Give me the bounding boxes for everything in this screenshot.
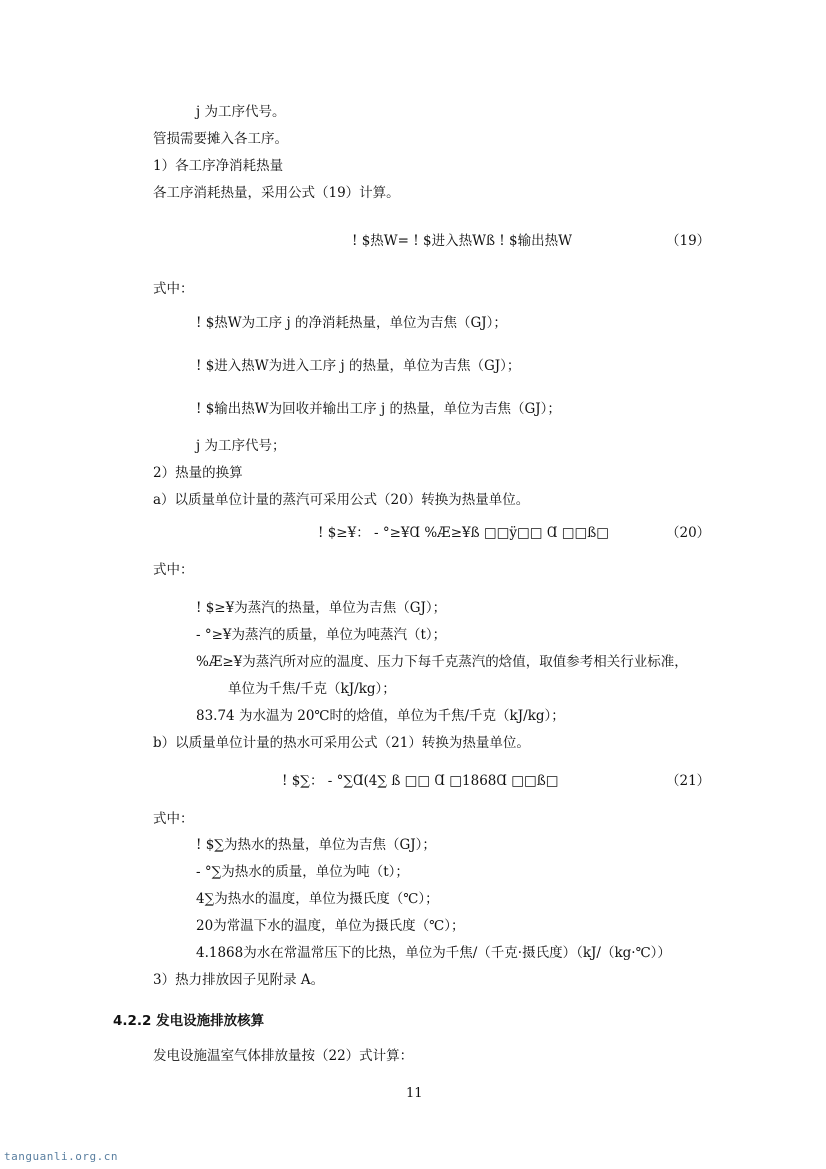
text-line: 式中： [153,281,194,297]
equation-20: ! $≥¥： - °≥¥Ɑ %Æ≥¥ß □□ÿ□□ Ɑ □□ß□ [318,525,609,541]
text-line: 管损需要摊入各工序。 [153,131,288,147]
list-heading: 2）热量的换算 [153,465,243,481]
watermark: tanguanli.org.cn [4,1150,118,1163]
text-line: b）以质量单位计量的热水可采用公式（21）转换为热量单位。 [153,735,530,751]
equation-21: ! $∑： - °∑Ɑ(4∑ ß □□ Ɑ □1868Ɑ □□ß□ [282,773,559,789]
section-heading: 4.2.2 发电设施排放核算 [113,1013,265,1029]
text-line: 各工序消耗热量，采用公式（19）计算。 [153,185,400,201]
definition-line: %Æ≥¥为蒸汽所对应的温度、压力下每千克蒸汽的焓值，取值参考相关行业标准， [196,654,688,670]
equation-19: ! $热W= ! $进入热Wß ! $输出热W [352,233,572,249]
list-heading: 1）各工序净消耗热量 [153,158,284,174]
definition-line: j 为工序代号； [196,438,286,454]
page-number: 11 [406,1086,423,1101]
definition-line: 4.1868为水在常温常压下的比热，单位为千焦/（千克·摄氏度）（kJ/（kg·℃）） [196,945,671,961]
list-heading: 3）热力排放因子见附录 A。 [153,972,325,988]
text-line: a）以质量单位计量的蒸汽可采用公式（20）转换为热量单位。 [153,492,530,508]
definition-line: - °∑为热水的质量，单位为吨（t）； [196,864,409,880]
definition-line: ! $∑为热水的热量，单位为吉焦（GJ）； [196,837,436,853]
equation-number-19: （19） [666,233,711,249]
definition-line: ! $输出热W为回收并输出工序 j 的热量，单位为吉焦（GJ）； [196,401,561,417]
text-line: 式中： [153,562,194,578]
definition-line: 20为常温下水的温度，单位为摄氏度（℃）； [196,918,465,934]
text-line: 发电设施温室气体排放量按（22）式计算： [153,1048,414,1064]
equation-number-21: （21） [666,773,711,789]
definition-line: 单位为千焦/千克（kJ/kg）； [228,681,396,697]
definition-line: ! $进入热W为进入工序 j 的热量，单位为吉焦（GJ）； [196,358,521,374]
definition-line: 83.74 为水温为 20℃时的焓值，单位为千焦/千克（kJ/kg）； [196,708,565,724]
definition-line: ! $热W为工序 j 的净消耗热量，单位为吉焦（GJ）； [196,315,507,331]
definition-line: ! $≥¥为蒸汽的热量，单位为吉焦（GJ）； [196,600,447,616]
equation-number-20: （20） [666,525,711,541]
text-line: j 为工序代号。 [196,104,286,120]
text-line: 式中： [153,811,194,827]
definition-line: 4∑为热水的温度，单位为摄氏度（℃）； [196,891,439,907]
definition-line: - °≥¥为蒸汽的质量，单位为吨蒸汽（t）； [196,627,447,643]
